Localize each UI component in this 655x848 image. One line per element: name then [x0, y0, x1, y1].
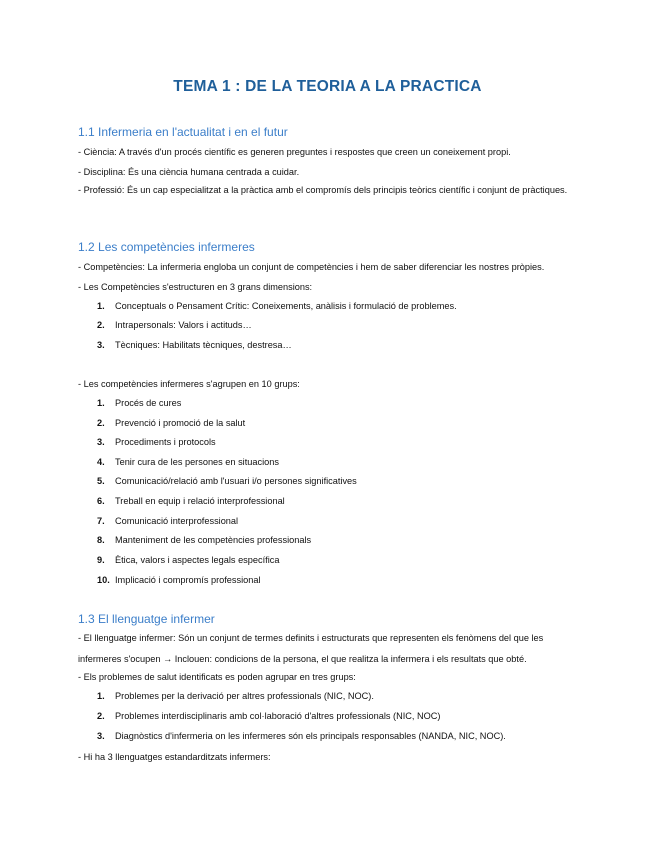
list-item-group: 9. Ètica, valors i aspectes legals específica: [97, 555, 280, 565]
paragraph-dimensions: - Les Competències s'estructuren en 3 grans dimensions:: [78, 282, 313, 292]
list-item-dimension: 2. Intrapersonals: Valors i actituds…: [97, 320, 252, 330]
list-item-group: 3. Procediments i protocols: [97, 437, 216, 447]
list-item-dimension: 1. Conceptuals o Pensament Crític: Coneixements, anàlisis i formulació de problemes.: [97, 301, 457, 311]
list-item-problem: 1. Problemes per la derivació per altres professionals (NIC, NOC).: [97, 691, 374, 701]
paragraph-llenguatges: - Hi ha 3 llenguatges estandarditzats infermers:: [78, 752, 271, 762]
list-item-group: 7. Comunicació interprofessional: [97, 516, 239, 526]
list-item-dimension: 3. Tècniques: Habilitats tècniques, destresa…: [97, 340, 292, 350]
paragraph-llenguatge-1: - El llenguatge infermer: Són un conjunt de termes definits i estructurats que representen els fenòmens del que les: [78, 633, 544, 643]
list-item-group: 6. Treball en equip i relació interprofessional: [97, 496, 285, 506]
paragraph-professio: - Professió: És un cap especialitzat a la pràctica amb el compromís dels principis teòrics científic i conjunt de pràctiques.: [78, 185, 568, 195]
paragraph-competencies: - Competències: La infermeria engloba un conjunt de competències i hem de saber diferenciar les nostres pròpies.: [78, 262, 545, 272]
paragraph-disciplina: - Disciplina: És una ciència humana centrada a cuidar.: [78, 167, 300, 177]
list-item-group: 10. Implicació i compromís professional: [97, 575, 261, 585]
list-item-group: 1. Procés de cures: [97, 398, 182, 408]
paragraph-problemes: - Els problemes de salut identificats es poden agrupar en tres grups:: [78, 672, 356, 682]
section-heading-1-3: 1.3 El llenguatge infermer: [78, 612, 215, 626]
paragraph-llenguatge-2: infermeres s'ocupen → Inclouen: condicions de la persona, el que realitza la infermera i els resultats que obté.: [78, 654, 527, 664]
list-item-group: 5. Comunicació/relació amb l'usuari i/o persones significatives: [97, 476, 357, 486]
section-heading-1-2: 1.2 Les competències infermeres: [78, 240, 255, 254]
list-item-problem: 3. Diagnòstics d'infermeria on les infermeres són els principals responsables (NANDA, NIC, NOC).: [97, 731, 506, 741]
paragraph-ciencia: - Ciència: A través d'un procés científic es generen preguntes i respostes que creen un coneixement propi.: [78, 147, 511, 157]
list-item-group: 8. Manteniment de les competències professionals: [97, 535, 312, 545]
section-heading-1-1: 1.1 Infermeria en l'actualitat i en el futur: [78, 125, 288, 139]
paragraph-grups: - Les competències infermeres s'agrupen en 10 grups:: [78, 379, 300, 389]
list-item-problem: 2. Problemes interdisciplinaris amb col·laboració d'altres professionals (NIC, NOC): [97, 711, 441, 721]
page-title: TEMA 1 : DE LA TEORIA A LA PRACTICA: [173, 78, 482, 95]
list-item-group: 4. Tenir cura de les persones en situacions: [97, 457, 279, 467]
list-item-group: 2. Prevenció i promoció de la salut: [97, 418, 246, 428]
